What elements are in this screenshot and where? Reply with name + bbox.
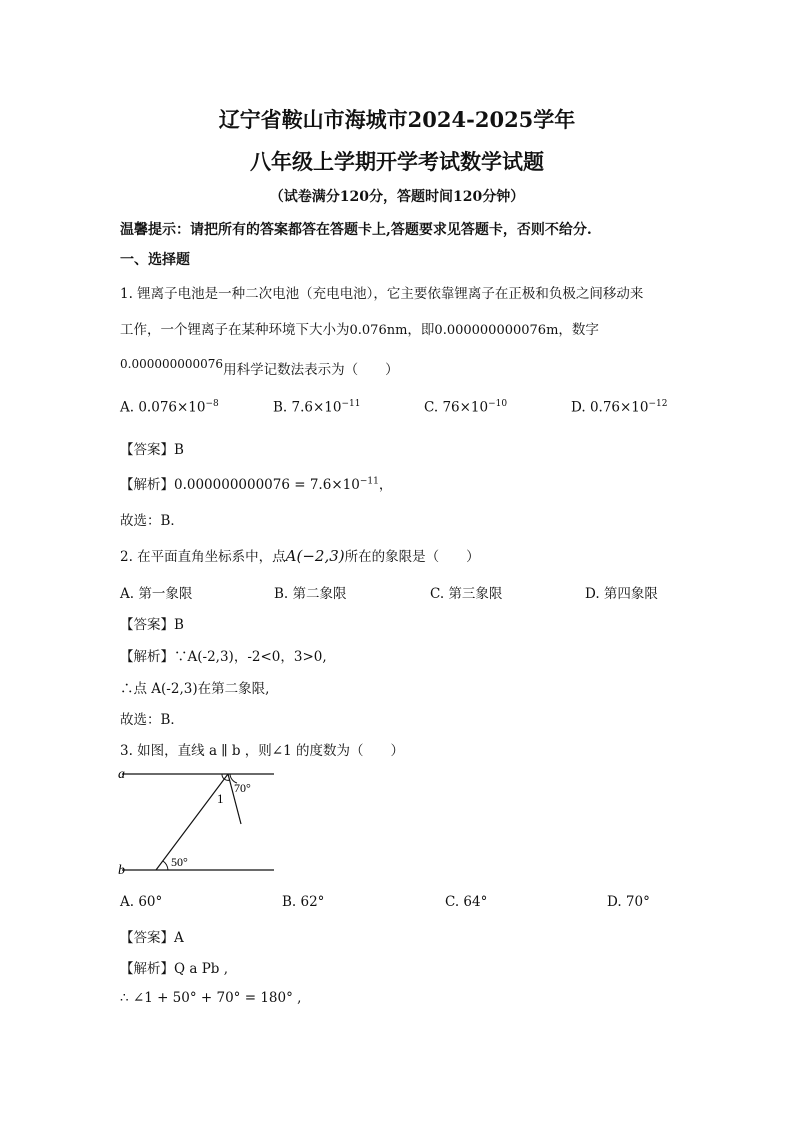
option-value: 7.6×10 (291, 399, 342, 416)
angle-label-50: 50° (171, 855, 188, 869)
q2-text-a: 2. 在平面直角坐标系中，点 (120, 549, 286, 565)
q1-text-a: 工作，一个锂离子在某种环境下大小为 (120, 322, 350, 338)
q2-point: A(−2,3) (285, 547, 345, 565)
q2-option-a: A. 第一象限 (120, 586, 193, 602)
option-exponent: −12 (648, 399, 668, 409)
q1-text-d: 用科学记数法表示为（ ） (223, 362, 399, 378)
q1-analysis (120, 473, 392, 493)
q3-stem: 3. 如图，直线 a ∥ b ，则∠1 的度数为（ ） (120, 743, 404, 759)
q2-analysis-line-2: ∴点 A(-2,3)在第二象限, (120, 681, 270, 697)
q3-answer: 【答案】A (120, 930, 184, 946)
title-line-2: 八年级上学期开学考试数学试题 (250, 149, 544, 174)
q2-conclusion: 故选：B． (120, 712, 184, 728)
analysis-label: 【解析】 (120, 477, 174, 493)
q3-option-c: C. 64° (445, 894, 488, 910)
q2-stem (120, 545, 480, 565)
q1-conclusion: 故选：B． (120, 513, 184, 529)
angle-arc-50 (163, 861, 168, 870)
q2-option-c: C. 第三象限 (430, 586, 503, 602)
label-b: b (118, 863, 125, 878)
q1-text-b: ，即 (407, 322, 435, 338)
option-exponent: −11 (341, 399, 361, 409)
q3-option-d: D. 70° (607, 894, 650, 910)
option-label: D. (571, 399, 586, 416)
q3-option-b: B. 62° (282, 894, 325, 910)
section-heading: 一、选择题 (120, 252, 190, 268)
analysis-exponent: −11 (359, 476, 379, 487)
q1-option-b (273, 399, 360, 416)
q2-answer: 【答案】B (120, 617, 184, 633)
option-label: C. (424, 399, 439, 416)
notice: 温馨提示：请把所有的答案都答在答题卡上,答题要求见答题卡，否则不给分. (120, 222, 592, 238)
parallel-lines-figure (110, 762, 290, 882)
q2-option-d: D. 第四象限 (585, 586, 658, 602)
option-value: 0.76×10 (589, 399, 649, 416)
option-label: B. (273, 399, 288, 416)
angle-label-70: 70° (234, 781, 251, 795)
q1-option-a (120, 399, 219, 416)
q1-value-m: 0.000000000076m (434, 323, 559, 338)
angle-label-1: 1 (217, 791, 224, 806)
q2-text-b: 所在的象限是（ ） (344, 549, 480, 565)
option-label: A. (120, 399, 135, 416)
option-value: 0.076×10 (138, 399, 206, 416)
analysis-expression: 0.000000000076 = 7.6×10 (174, 477, 360, 493)
label-a: a (118, 767, 125, 782)
q1-option-d (571, 399, 668, 416)
q3-analysis: 【解析】Q a Pb , (120, 961, 229, 977)
q1-value-nm: 0.076nm (349, 323, 408, 338)
title-line-1: 辽宁省鞍山市海城市2024-2025学年 (218, 107, 576, 132)
q3-option-a: A. 60° (120, 894, 163, 910)
q2-analysis: 【解析】∵A(-2,3)，-2<0，3>0, (120, 649, 327, 665)
q1-line-2 (120, 318, 599, 338)
q1-number: 0.000000000076 (120, 357, 224, 371)
analysis-end: ， (378, 477, 393, 493)
q1-text-c: ，数字 (558, 322, 599, 338)
exam-subtitle: （试卷满分120分，答题时间120分钟） (269, 189, 525, 205)
q2-option-b: B. 第二象限 (274, 586, 347, 602)
q1-line-3 (120, 358, 399, 378)
option-exponent: −8 (205, 399, 219, 409)
option-exponent: −10 (488, 399, 508, 409)
q1-option-c (424, 399, 507, 416)
transversal-line (156, 774, 228, 870)
option-value: 76×10 (442, 399, 489, 416)
q1-line-1: 1. 锂离子电池是一种二次电池（充电电池），它主要依靠锂离子在正极和负极之间移动来 (120, 286, 644, 302)
q1-answer: 【答案】B (120, 442, 184, 458)
q3-analysis-line-2: ∴ ∠1 + 50° + 70° = 180° , (120, 990, 302, 1006)
